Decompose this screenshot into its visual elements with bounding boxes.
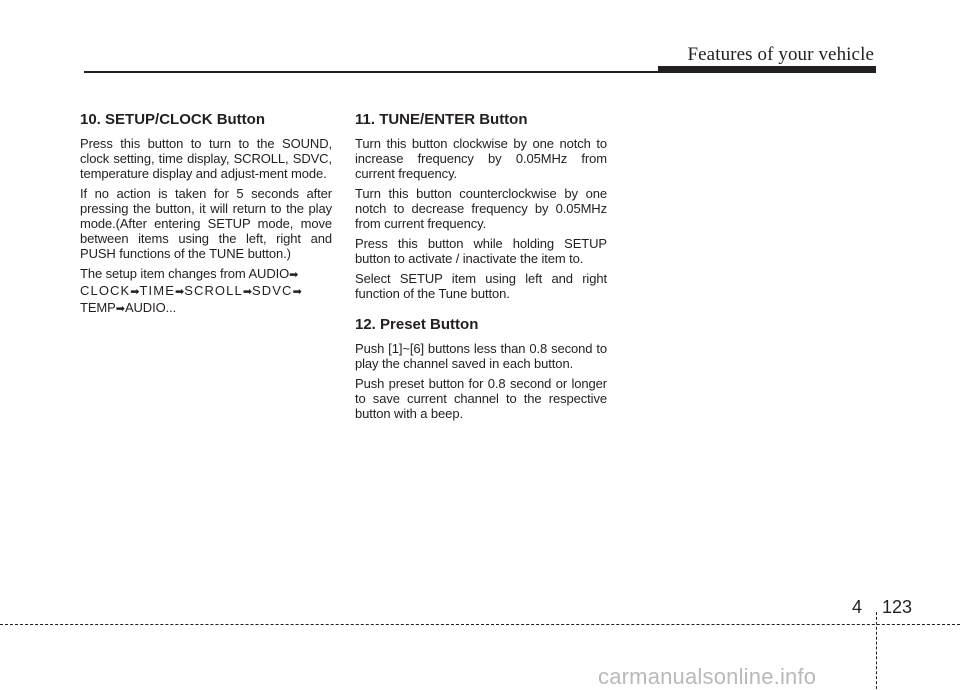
arrow-right-icon: ➡ bbox=[174, 286, 185, 298]
header-rule-thick bbox=[658, 66, 876, 73]
header-title: Features of your vehicle bbox=[687, 44, 874, 65]
watermark: carmanualsonline.info bbox=[598, 664, 817, 689]
sequence-intro: The setup item changes from AUDIO bbox=[80, 266, 290, 281]
arrow-right-icon: ➡ bbox=[292, 286, 302, 298]
preset-heading: 12. Preset Button bbox=[355, 316, 479, 333]
tune-enter-paragraph-2: Turn this button counterclockwise by one notch to decrease frequency by 0.05MHz from current frequency. bbox=[355, 186, 607, 231]
footer-dashed-rule bbox=[0, 624, 960, 625]
preset-paragraph-1: Push [1]~[6] buttons less than 0.8 second to play the channel saved in each button. bbox=[355, 341, 607, 371]
sequence-line bbox=[80, 283, 302, 298]
chapter-number: 4 bbox=[852, 597, 863, 617]
arrow-right-icon: ➡ bbox=[130, 286, 140, 298]
preset-paragraph-2: Push preset button for 0.8 second or longer to save current channel to the respective button with a beep. bbox=[355, 376, 607, 421]
arrow-right-icon: ➡ bbox=[242, 286, 253, 298]
arrow-right-icon: ➡ bbox=[289, 269, 299, 281]
sequence-item-time: TIME bbox=[139, 283, 175, 298]
sequence-item-audio: AUDIO... bbox=[124, 300, 177, 315]
setup-clock-sequence bbox=[80, 266, 332, 317]
left-column bbox=[80, 111, 332, 322]
setup-clock-heading: 10. SETUP/CLOCK Button bbox=[80, 111, 266, 128]
sequence-item-scroll: SCROLL bbox=[184, 283, 243, 298]
header-rule-thin bbox=[84, 71, 660, 73]
sequence-item-temp: TEMP bbox=[80, 300, 116, 315]
tune-enter-paragraph-1: Turn this button clockwise by one notch to increase frequency by 0.05MHz from current frequency. bbox=[355, 136, 607, 181]
arrow-right-icon: ➡ bbox=[115, 303, 125, 315]
tune-enter-heading: 11. TUNE/ENTER Button bbox=[355, 111, 528, 128]
setup-clock-paragraph-2: If no action is taken for 5 seconds after pressing the button, it will return to the play mode.(After entering SETUP mode, move between items using the left, right and PUSH functions of the TUNE button.) bbox=[80, 186, 332, 261]
page-number: 123 bbox=[882, 597, 913, 617]
tune-enter-paragraph-3: Press this button while holding SETUP button to activate / inactivate the item to. bbox=[355, 236, 607, 266]
tune-enter-paragraph-4: Select SETUP item using left and right function of the Tune button. bbox=[355, 271, 607, 301]
sequence-item-sdvc: SDVC bbox=[252, 283, 293, 298]
setup-clock-paragraph-1: Press this button to turn to the SOUND, clock setting, time display, SCROLL, SDVC, temperature display and adjust-ment mode. bbox=[80, 136, 332, 181]
sequence-item-clock: CLOCK bbox=[80, 283, 131, 298]
right-column bbox=[355, 111, 607, 426]
footer-vertical-dashed-rule bbox=[876, 612, 877, 689]
